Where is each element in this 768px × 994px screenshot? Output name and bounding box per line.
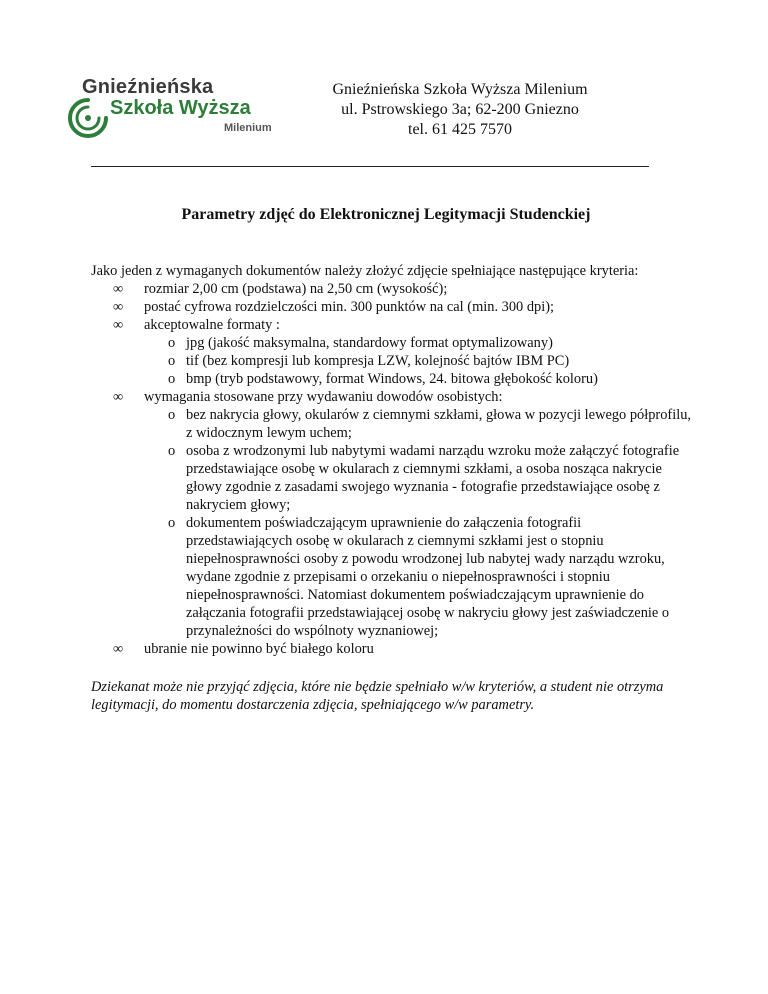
infinity-bullet-icon: ∞ xyxy=(113,281,124,297)
intro-paragraph: Jako jeden z wymaganych dokumentów należy złożyć zdjęcie spełniające następujące kryteria: xyxy=(91,263,639,279)
circle-bullet-icon: o xyxy=(168,353,176,369)
page-title: Parametry zdjęć do Elektronicznej Legitymacji Studenckiej xyxy=(181,206,591,223)
institution-phone: tel. 61 425 7570 xyxy=(408,121,512,138)
criteria-item-digital xyxy=(91,298,691,316)
infinity-bullet-icon: ∞ xyxy=(113,317,124,333)
dean-office-note: Dziekanat może nie przyjąć zdjęcia, które nie będzie spełniało w/w kryteriów, a student nie otrzyma legitymacji, do momentu dostarczenia zdjęcia, spełniającego w/w parametry. xyxy=(91,679,664,713)
id-requirement-item xyxy=(144,406,691,442)
format-item-bmp xyxy=(144,370,691,388)
id-requirements-sublist xyxy=(144,406,691,640)
format-item-jpg xyxy=(144,334,691,352)
infinity-bullet-icon: ∞ xyxy=(113,299,124,315)
criteria-text: rozmiar 2,00 cm (podstawa) na 2,50 cm (wysokość); xyxy=(144,281,448,297)
criteria-item-size xyxy=(91,280,691,298)
criteria-text: wymagania stosowane przy wydawaniu dowodów osobistych: xyxy=(144,389,503,405)
id-requirement-item xyxy=(144,442,691,514)
logo-text-line2: Szkoła Wyższa xyxy=(110,97,251,119)
circle-bullet-icon: o xyxy=(168,371,176,387)
infinity-bullet-icon: ∞ xyxy=(113,389,124,405)
formats-sublist xyxy=(144,334,691,388)
criteria-item-id-requirements xyxy=(91,388,691,640)
circle-bullet-icon: o xyxy=(168,515,176,531)
format-text: bmp (tryb podstawowy, format Windows, 24. bitowa głębokość koloru) xyxy=(186,371,598,387)
criteria-text: ubranie nie powinno być białego koloru xyxy=(144,641,374,657)
id-requirement-text: dokumentem poświadczającym uprawnienie do załączenia fotografii przedstawiających osobę w okularach z ciemnymi szkłami jest o stopniu niepełnosprawności osoby z powodu wrodzonej lub nabytej wady narządu wzroku, wydane zgodnie z przepisami o orzekaniu o niepełnosprawności i stopniu niepełnosprawności. Natomiast dokumentem poświadczającym uprawnienie do załączania fotografii przedstawiającej osobę w nakryciu głowy jest zaświadczenie o przynależności do wspólnoty wyznaniowej; xyxy=(186,515,670,639)
criteria-item-formats xyxy=(91,316,691,388)
criteria-text: akceptowalne formaty : xyxy=(144,317,280,333)
circle-bullet-icon: o xyxy=(168,335,176,351)
format-text: jpg (jakość maksymalna, standardowy format optymalizowany) xyxy=(186,335,553,351)
logo-text-line3: Milenium xyxy=(224,122,272,134)
format-item-tif xyxy=(144,352,691,370)
document-body xyxy=(91,262,691,658)
id-requirement-text: osoba z wrodzonymi lub nabytymi wadami narządu wzroku może załączyć fotografie przedstawiające osobę w okularach z ciemnymi szkłami, a osoba nosząca nakrycie głowy zgodnie z zasadami swojego wyznania - fotografie przedstawiające osobę z nakryciem głowy; xyxy=(186,443,680,513)
circle-bullet-icon: o xyxy=(168,407,176,423)
logo-ring-icon xyxy=(66,96,110,140)
institution-name: Gnieźnieńska Szkoła Wyższa Milenium xyxy=(332,81,588,98)
institution-address: ul. Pstrowskiego 3a; 62-200 Gniezno xyxy=(341,101,579,118)
criteria-item-clothing xyxy=(91,640,691,658)
id-requirement-text: bez nakrycia głowy, okularów z ciemnymi szkłami, głowa w pozycji lewego półprofilu, z widocznym lewym uchem; xyxy=(186,407,691,441)
id-requirement-item xyxy=(144,514,691,640)
university-logo xyxy=(66,76,290,140)
header-divider xyxy=(91,166,649,167)
infinity-bullet-icon: ∞ xyxy=(113,641,124,657)
criteria-list xyxy=(91,280,691,658)
circle-bullet-icon: o xyxy=(168,443,176,459)
criteria-text: postać cyfrowa rozdzielczości min. 300 punktów na cal (min. 300 dpi); xyxy=(144,299,555,315)
header-contact xyxy=(300,80,620,140)
logo-text-line1: Gnieźnieńska xyxy=(82,76,214,98)
format-text: tif (bez kompresji lub kompresja LZW, kolejność bajtów IBM PC) xyxy=(186,353,570,369)
